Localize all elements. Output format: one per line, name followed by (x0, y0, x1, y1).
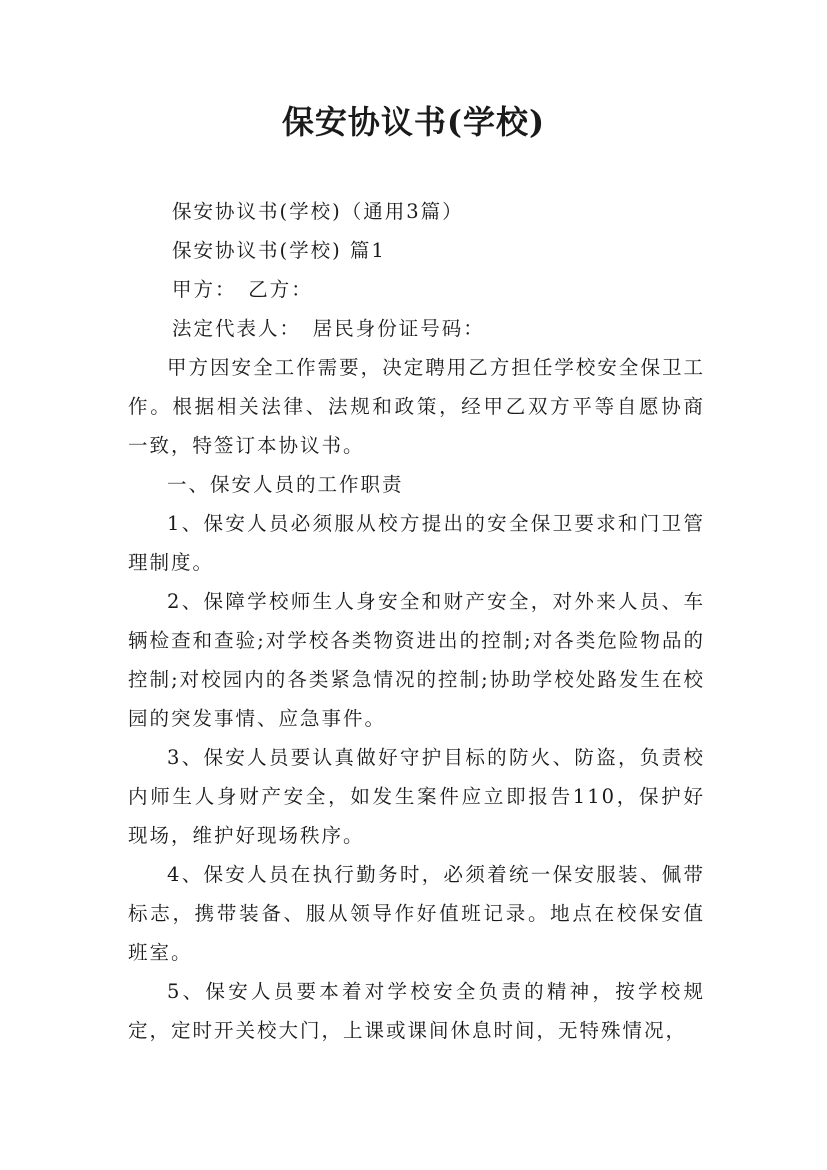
section-heading: 保安协议书(学校) 篇1 (172, 239, 386, 262)
paragraph-intro: 甲方因安全工作需要，决定聘用乙方担任学校安全保卫工作。根据相关法律、法规和政策，经甲乙双方平等自愿协商一致，特签订本协议书。 (128, 356, 705, 457)
paragraph-item-2: 2、保障学校师生人身安全和财产安全，对外来人员、车辆检查和查验;对学校各类物资进出的控制;对各类危险物品的控制;对校园内的各类紧急情况的控制;协助学校处路发生在校园的突发事情、应急事件。 (128, 590, 705, 730)
paragraph-item-4: 4、保安人员在执行勤务时，必须着统一保安服装、佩带标志，携带装备、服从领导作好值班记录。地点在校保安值班室。 (128, 863, 705, 964)
representative-line: 法定代表人： 居民身份证号码： (172, 317, 485, 340)
subtitle-line: 保安协议书(学校)（通用3篇） (172, 200, 464, 223)
paragraph-duties-heading: 一、保安人员的工作职责 (167, 473, 404, 496)
paragraph-item-5: 5、保安人员要本着对学校安全负责的精神，按学校规定，定时开关校大门，上课或课间休息时间，无特殊情况， (128, 980, 705, 1042)
paragraph-item-3: 3、保安人员要认真做好守护目标的防火、防盗，负责校内师生人身财产安全，如发生案件应立即报告110，保护好现场，维护好现场秩序。 (128, 746, 705, 847)
document-title: 保安协议书(学校) (281, 103, 546, 141)
parties-line: 甲方： 乙方： (172, 278, 313, 301)
document-body (128, 192, 705, 1050)
paragraph-item-1: 1、保安人员必须服从校方提出的安全保卫要求和门卫管理制度。 (128, 512, 705, 574)
